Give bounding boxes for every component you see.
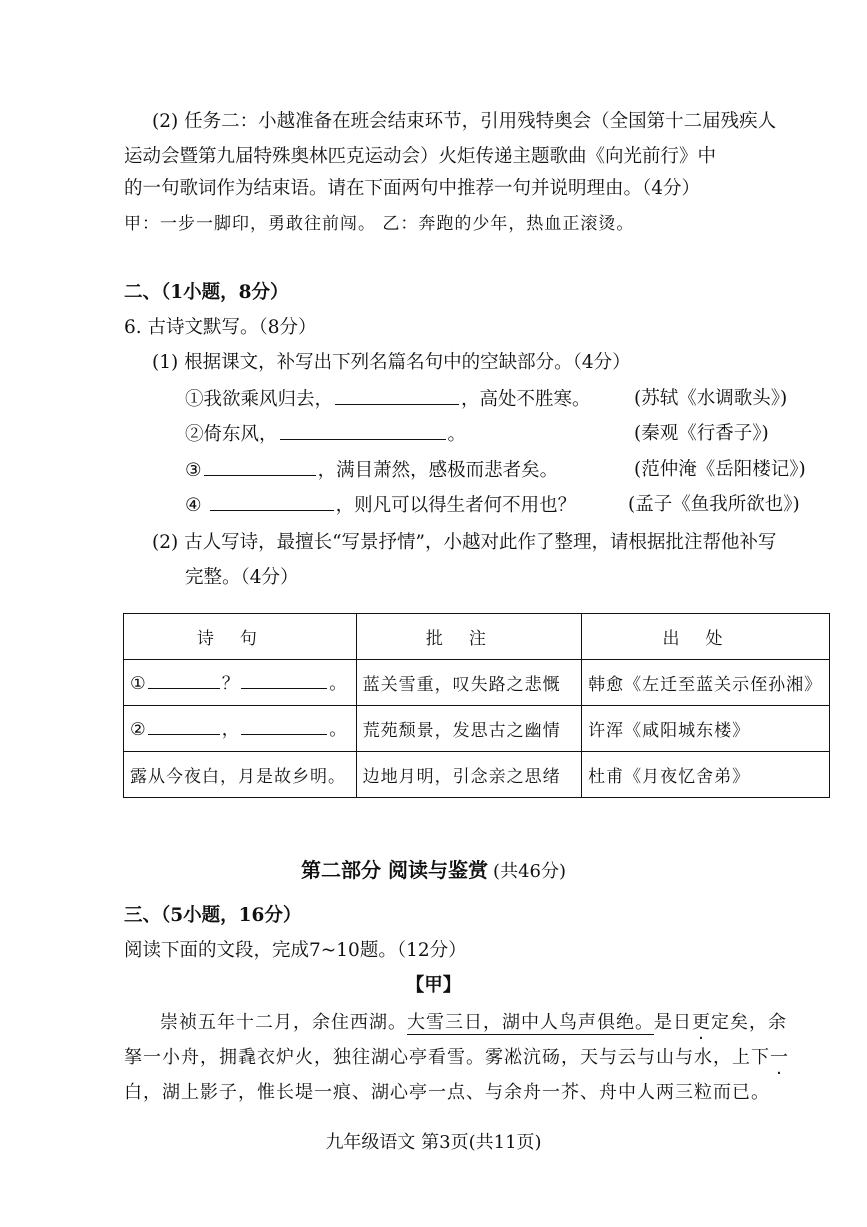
- header-source: 出处: [582, 614, 830, 660]
- note-cell-2: 荒苑颓景，发思古之幽情: [356, 706, 581, 752]
- table-row: [124, 752, 830, 798]
- fill-item-1-post: ，高处不胜寒。: [461, 389, 591, 410]
- verse-mid-2: ，: [221, 720, 240, 740]
- question-6: 6. 古诗文默写。（8分）: [124, 317, 317, 338]
- note-cell-3: 边地月明，引念亲之思绪: [356, 752, 581, 798]
- verse-end-2: 。: [329, 720, 347, 740]
- poem-table-header: [124, 614, 830, 660]
- verse-mid-1: ？: [221, 674, 240, 694]
- fill-item-3: [185, 457, 558, 484]
- passage-label: 【甲】: [405, 975, 462, 996]
- fill-item-4: [185, 492, 576, 519]
- passage-line-2: [124, 1045, 789, 1071]
- verse-blank-1b[interactable]: [241, 670, 327, 689]
- section3-heading: 三、（5小题，16分）: [124, 905, 302, 926]
- q6-sub1: (1) 根据课文，补写出下列名篇名句中的空缺部分。（4分）: [152, 352, 631, 373]
- fill-item-1-source: (苏轼《水调歌头》): [634, 388, 788, 409]
- fill-item-3-pre: ③: [185, 460, 202, 481]
- reading-instruction: 阅读下面的文段，完成7~10题。（12分）: [124, 940, 467, 961]
- fill-item-1: [185, 386, 591, 413]
- verse-cell-1: [124, 660, 357, 706]
- task2-line-2: 运动会暨第九届特殊奥林匹克运动会）火炬传递主题歌曲《向光前行》中: [124, 146, 717, 167]
- page-footer: 九年级语文 第3页(共11页): [325, 1132, 542, 1153]
- task2-line-3: 的一句歌词作为结束语。请在下面两句中推荐一句并说明理由。（4分）: [124, 178, 701, 199]
- passage-1-dotted: 更: [692, 1012, 711, 1033]
- part2-title-line: [0, 856, 867, 886]
- source-cell-2: 许浑《咸阳城东楼》: [582, 706, 830, 752]
- passage-line-3: 白，湖上影子，惟长堤一痕、湖心亭一点、与余舟一芥、舟中人两三粒而已。: [124, 1082, 770, 1103]
- fill-item-3-post: ，满目萧然，感极而悲者矣。: [317, 460, 559, 481]
- table-row: [124, 706, 830, 752]
- fill-item-4-pre: ④: [185, 495, 202, 516]
- passage-1-end-b: 定矣，余: [711, 1012, 787, 1033]
- fill-item-2: [185, 421, 466, 448]
- verse-end-1: 。: [329, 674, 347, 694]
- fill-blank-4[interactable]: [210, 492, 334, 511]
- source-cell-3: 杜甫《月夜忆舍弟》: [582, 752, 830, 798]
- fill-item-2-pre: ②倚东风，: [185, 424, 278, 445]
- note-cell-1: 蓝关雪重，叹失路之悲慨: [356, 660, 581, 706]
- section2-heading: 二、（1小题，8分）: [124, 282, 289, 303]
- part2-score: (共46分): [493, 861, 566, 882]
- poem-table: [123, 613, 830, 798]
- q6-sub2-line-1: (2) 古人写诗，最擅长“写景抒情”，小越对此作了整理，请根据批注帮他补写: [152, 532, 777, 553]
- task2-options: 甲：一步一脚印，勇敢往前闯。 乙：奔跑的少年，热血正滚烫。: [124, 214, 635, 234]
- fill-blank-3[interactable]: [204, 457, 316, 476]
- passage-2-text: 拏一小舟，拥毳衣炉火，独往湖心亭看雪。雾凇沆砀，天与云与山与水，上下: [124, 1047, 770, 1068]
- fill-blank-2[interactable]: [280, 421, 446, 440]
- passage-2-dotted: 一: [770, 1047, 789, 1068]
- source-cell-1: 韩愈《左迁至蓝关示侄孙湘》: [582, 660, 830, 706]
- passage-1-underlined: 大雪三日，湖中人鸟声俱绝。: [407, 1012, 654, 1033]
- verse-blank-1a[interactable]: [148, 670, 220, 689]
- passage-line-1: [160, 1010, 787, 1036]
- fill-item-1-pre: ①我欲乘风归去，: [185, 389, 334, 410]
- q6-sub2-line-2: 完整。（4分）: [185, 567, 299, 588]
- verse-cell-2: [124, 706, 357, 752]
- header-verse: 诗句: [124, 614, 357, 660]
- header-note: 批注: [356, 614, 581, 660]
- part2-title: 第二部分 阅读与鉴赏: [300, 858, 488, 882]
- task2-line-1: (2) 任务二：小越准备在班会结束环节，引用残特奥会（全国第十二届残疾人: [152, 111, 777, 132]
- fill-item-2-post: 。: [447, 424, 467, 445]
- fill-item-3-source: (范仲淹《岳阳楼记》): [634, 459, 806, 480]
- fill-item-4-source: (孟子《鱼我所欲也》): [628, 494, 800, 515]
- verse-blank-2a[interactable]: [148, 716, 220, 735]
- verse-mark-2: ②: [130, 720, 146, 740]
- verse-cell-3: 露从今夜白，月是故乡明。: [124, 752, 357, 798]
- passage-1-start: 崇祯五年十二月，余住西湖。: [160, 1012, 407, 1033]
- verse-blank-2b[interactable]: [241, 716, 327, 735]
- fill-blank-1[interactable]: [335, 386, 459, 405]
- fill-item-2-source: (秦观《行香子》): [634, 423, 769, 444]
- passage-1-end-a: 是日: [654, 1012, 692, 1033]
- verse-mark-1: ①: [130, 674, 146, 694]
- fill-item-4-post: ，则凡可以得生者何不用也？: [335, 495, 577, 516]
- table-row: [124, 660, 830, 706]
